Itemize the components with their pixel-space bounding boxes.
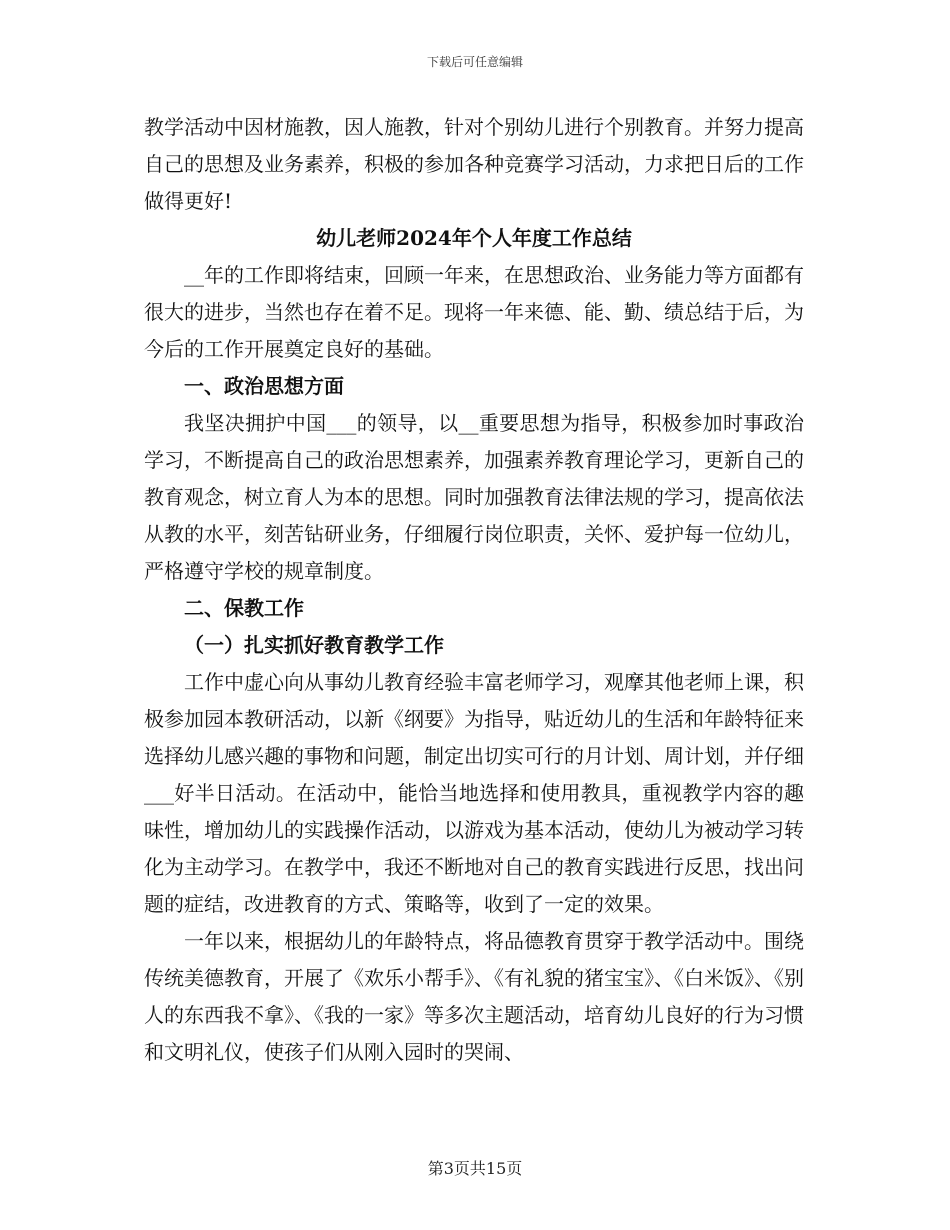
document-body <box>144 109 804 1071</box>
politics-paragraph: 我坚决拥护中国___的领导，以__重要思想为指导，积极参加时事政治学习，不断提高自己的政治思想素养，加强素养教育理论学习，更新自己的教育观念，树立育人为本的思想。同时加强教育法律法规的学习，提高依法从教的水平，刻苦钻研业务，仔细履行岗位职责，关怀、爱护每一位幼儿，严格遵守学校的规章制度。 <box>144 411 804 583</box>
teaching-paragraph: 工作中虚心向从事幼儿教育经验丰富老师学习，观摩其他老师上课，积极参加园本教研活动，以新《纲要》为指导，贴近幼儿的生活和年龄特征来选择幼儿感兴趣的事物和问题，制定出切实可行的月计划、周计划，并仔细___好半日活动。在活动中，能恰当地选择和使用教具，重视教学内容的趣味性，增加幼儿的实践操作活动，以游戏为基本活动，使幼儿为被动学习转化为主动学习。在教学中，我还不断地对自己的教育实践进行反思，找出问题的症结，改进教育的方式、策略等，收到了一定的效果。 <box>144 670 804 916</box>
section-heading-politics: 一、政治思想方面 <box>184 374 344 398</box>
document-title: 幼儿老师2024年个人年度工作总结 <box>316 226 632 250</box>
section-heading-care-education: 二、保教工作 <box>184 596 304 620</box>
moral-education-paragraph: 一年以来，根据幼儿的年龄特点，将品德教育贯穿于教学活动中。围绕传统美德教育，开展了《欢乐小帮手》、《有礼貌的猪宝宝》、《白米饭》、《别人的东西我不拿》、《我的一家》等多次主题活动，培育幼儿良好的行为习惯和文明礼仪，使孩子们从刚入园时的哭闹、 <box>144 929 804 1064</box>
intro-paragraph: __年的工作即将结束，回顾一年来，在思想政治、业务能力等方面都有很大的进步，当然也存在着不足。现将一年来德、能、勤、绩总结于后，为今后的工作开展奠定良好的基础。 <box>144 263 804 361</box>
subsection-heading-teaching: （一）扎实抓好教育教学工作 <box>184 633 444 657</box>
continued-paragraph: 教学活动中因材施教，因人施教，针对个别幼儿进行个别教育。并努力提高自己的思想及业务素养，积极的参加各种竞赛学习活动，力求把日后的工作做得更好! <box>144 115 804 213</box>
page-header-note: 下载后可任意编辑 <box>426 55 523 69</box>
page-number: 第3页共15页 <box>427 1159 523 1178</box>
